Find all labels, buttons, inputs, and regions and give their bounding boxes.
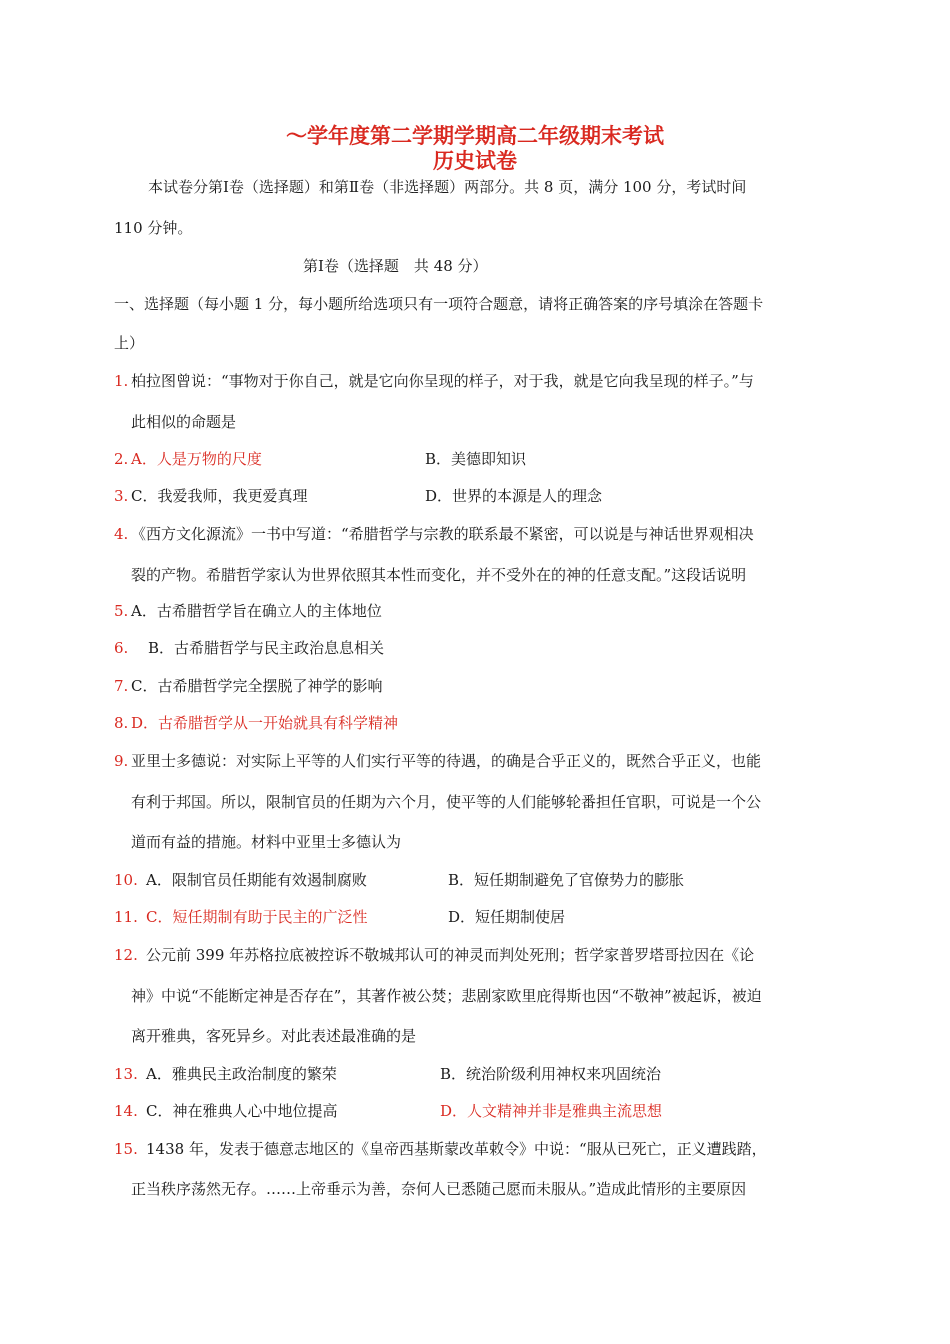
- question-number: 11.: [114, 908, 138, 926]
- question-number: 4.: [114, 525, 129, 543]
- question-number: 15.: [114, 1140, 138, 1158]
- option-left: A．雅典民主政治制度的繁荣: [146, 1065, 337, 1083]
- option-right: D．人文精神并非是雅典主流思想: [440, 1102, 663, 1120]
- option-right: B．美德即知识: [425, 450, 527, 468]
- option-right: B．短任期制避免了官僚势力的膨胀: [448, 871, 685, 889]
- question-number: 10.: [114, 871, 138, 889]
- question-text-continued: 此相似的命题是: [131, 413, 237, 431]
- option-left: C．短任期制有助于民主的广泛性: [146, 908, 368, 926]
- question-number: 3.: [114, 487, 129, 505]
- question-text-continued: 有利于邦国。所以，限制官员的任期为六个月，使平等的人们能够轮番担任官职，可说是一个公: [131, 793, 762, 811]
- question-text: D．古希腊哲学从一开始就具有科学精神: [131, 714, 399, 732]
- option-right: B．统治阶级利用神权来巩固统治: [440, 1065, 662, 1083]
- part-heading: 第Ⅰ卷（选择题 共 48 分）: [303, 257, 488, 275]
- option-left: C．神在雅典人心中地位提高: [146, 1102, 338, 1120]
- option-left: A．人是万物的尺度: [131, 450, 262, 468]
- question-number: 12.: [114, 946, 138, 964]
- question-text: 1438 年，发表于德意志地区的《皇帝西基斯蒙改革敕令》中说：“服从已死亡，正义遭践踏，: [146, 1140, 767, 1158]
- exam-title: ～学年度第二学期学期高二年级期末考试: [286, 123, 664, 148]
- question-text: 柏拉图曾说：“事物对于你自己，就是它向你呈现的样子，对于我，就是它向我呈现的样子。”与: [131, 372, 754, 390]
- question-text: A．古希腊哲学旨在确立人的主体地位: [131, 602, 382, 620]
- question-text-continued: 正当秩序荡然无存。……上帝垂示为善，奈何人已悉随己愿而未服从。”造成此情形的主要原因: [131, 1180, 747, 1198]
- question-number: 6.: [114, 639, 129, 657]
- exam-subtitle: 历史试卷: [433, 148, 517, 173]
- question-number: 2.: [114, 450, 129, 468]
- intro-line-1: 本试卷分第Ⅰ卷（选择题）和第Ⅱ卷（非选择题）两部分。共 8 页，满分 100 分，考试时间: [148, 178, 747, 196]
- question-text-continued: 神》中说“不能断定神是否存在”，其著作被公焚；悲剧家欧里庇得斯也因“不敬神”被起诉，被迫: [131, 987, 762, 1005]
- question-number: 9.: [114, 752, 129, 770]
- option-right: D．短任期制使居: [448, 908, 566, 926]
- section-heading-line-1: 一、选择题（每小题 1 分，每小题所给选项只有一项符合题意，请将正确答案的序号填涂在答题卡: [114, 295, 764, 313]
- question-text: 亚里士多德说：对实际上平等的人们实行平等的待遇，的确是合乎正义的，既然合乎正义，也能: [131, 752, 762, 770]
- question-text-continued: 裂的产物。希腊哲学家认为世界依照其本性而变化，并不受外在的神的任意支配。”这段话说明: [131, 566, 747, 584]
- question-number: 7.: [114, 677, 129, 695]
- question-number: 13.: [114, 1065, 138, 1083]
- question-text-continued: 道而有益的措施。材料中亚里士多德认为: [131, 833, 402, 851]
- question-text: B．古希腊哲学与民主政治息息相关: [148, 639, 385, 657]
- section-heading-line-2: 上）: [114, 334, 145, 352]
- option-left: C．我爱我师，我更爱真理: [131, 487, 308, 505]
- question-number: 1.: [114, 372, 129, 390]
- option-left: A．限制官员任期能有效遏制腐败: [146, 871, 367, 889]
- question-number: 5.: [114, 602, 129, 620]
- intro-line-2: 110 分钟。: [114, 219, 193, 237]
- option-right: D．世界的本源是人的理念: [425, 487, 603, 505]
- question-text-continued: 离开雅典，客死异乡。对此表述最准确的是: [131, 1027, 417, 1045]
- question-text: 公元前 399 年苏格拉底被控诉不敬城邦认可的神灵而判处死刑；哲学家普罗塔哥拉因在《论: [146, 946, 755, 964]
- question-number: 14.: [114, 1102, 138, 1120]
- question-number: 8.: [114, 714, 129, 732]
- question-text: C．古希腊哲学完全摆脱了神学的影响: [131, 677, 383, 695]
- question-text: 《西方文化源流》一书中写道：“希腊哲学与宗教的联系最不紧密，可以说是与神话世界观相决: [131, 525, 754, 543]
